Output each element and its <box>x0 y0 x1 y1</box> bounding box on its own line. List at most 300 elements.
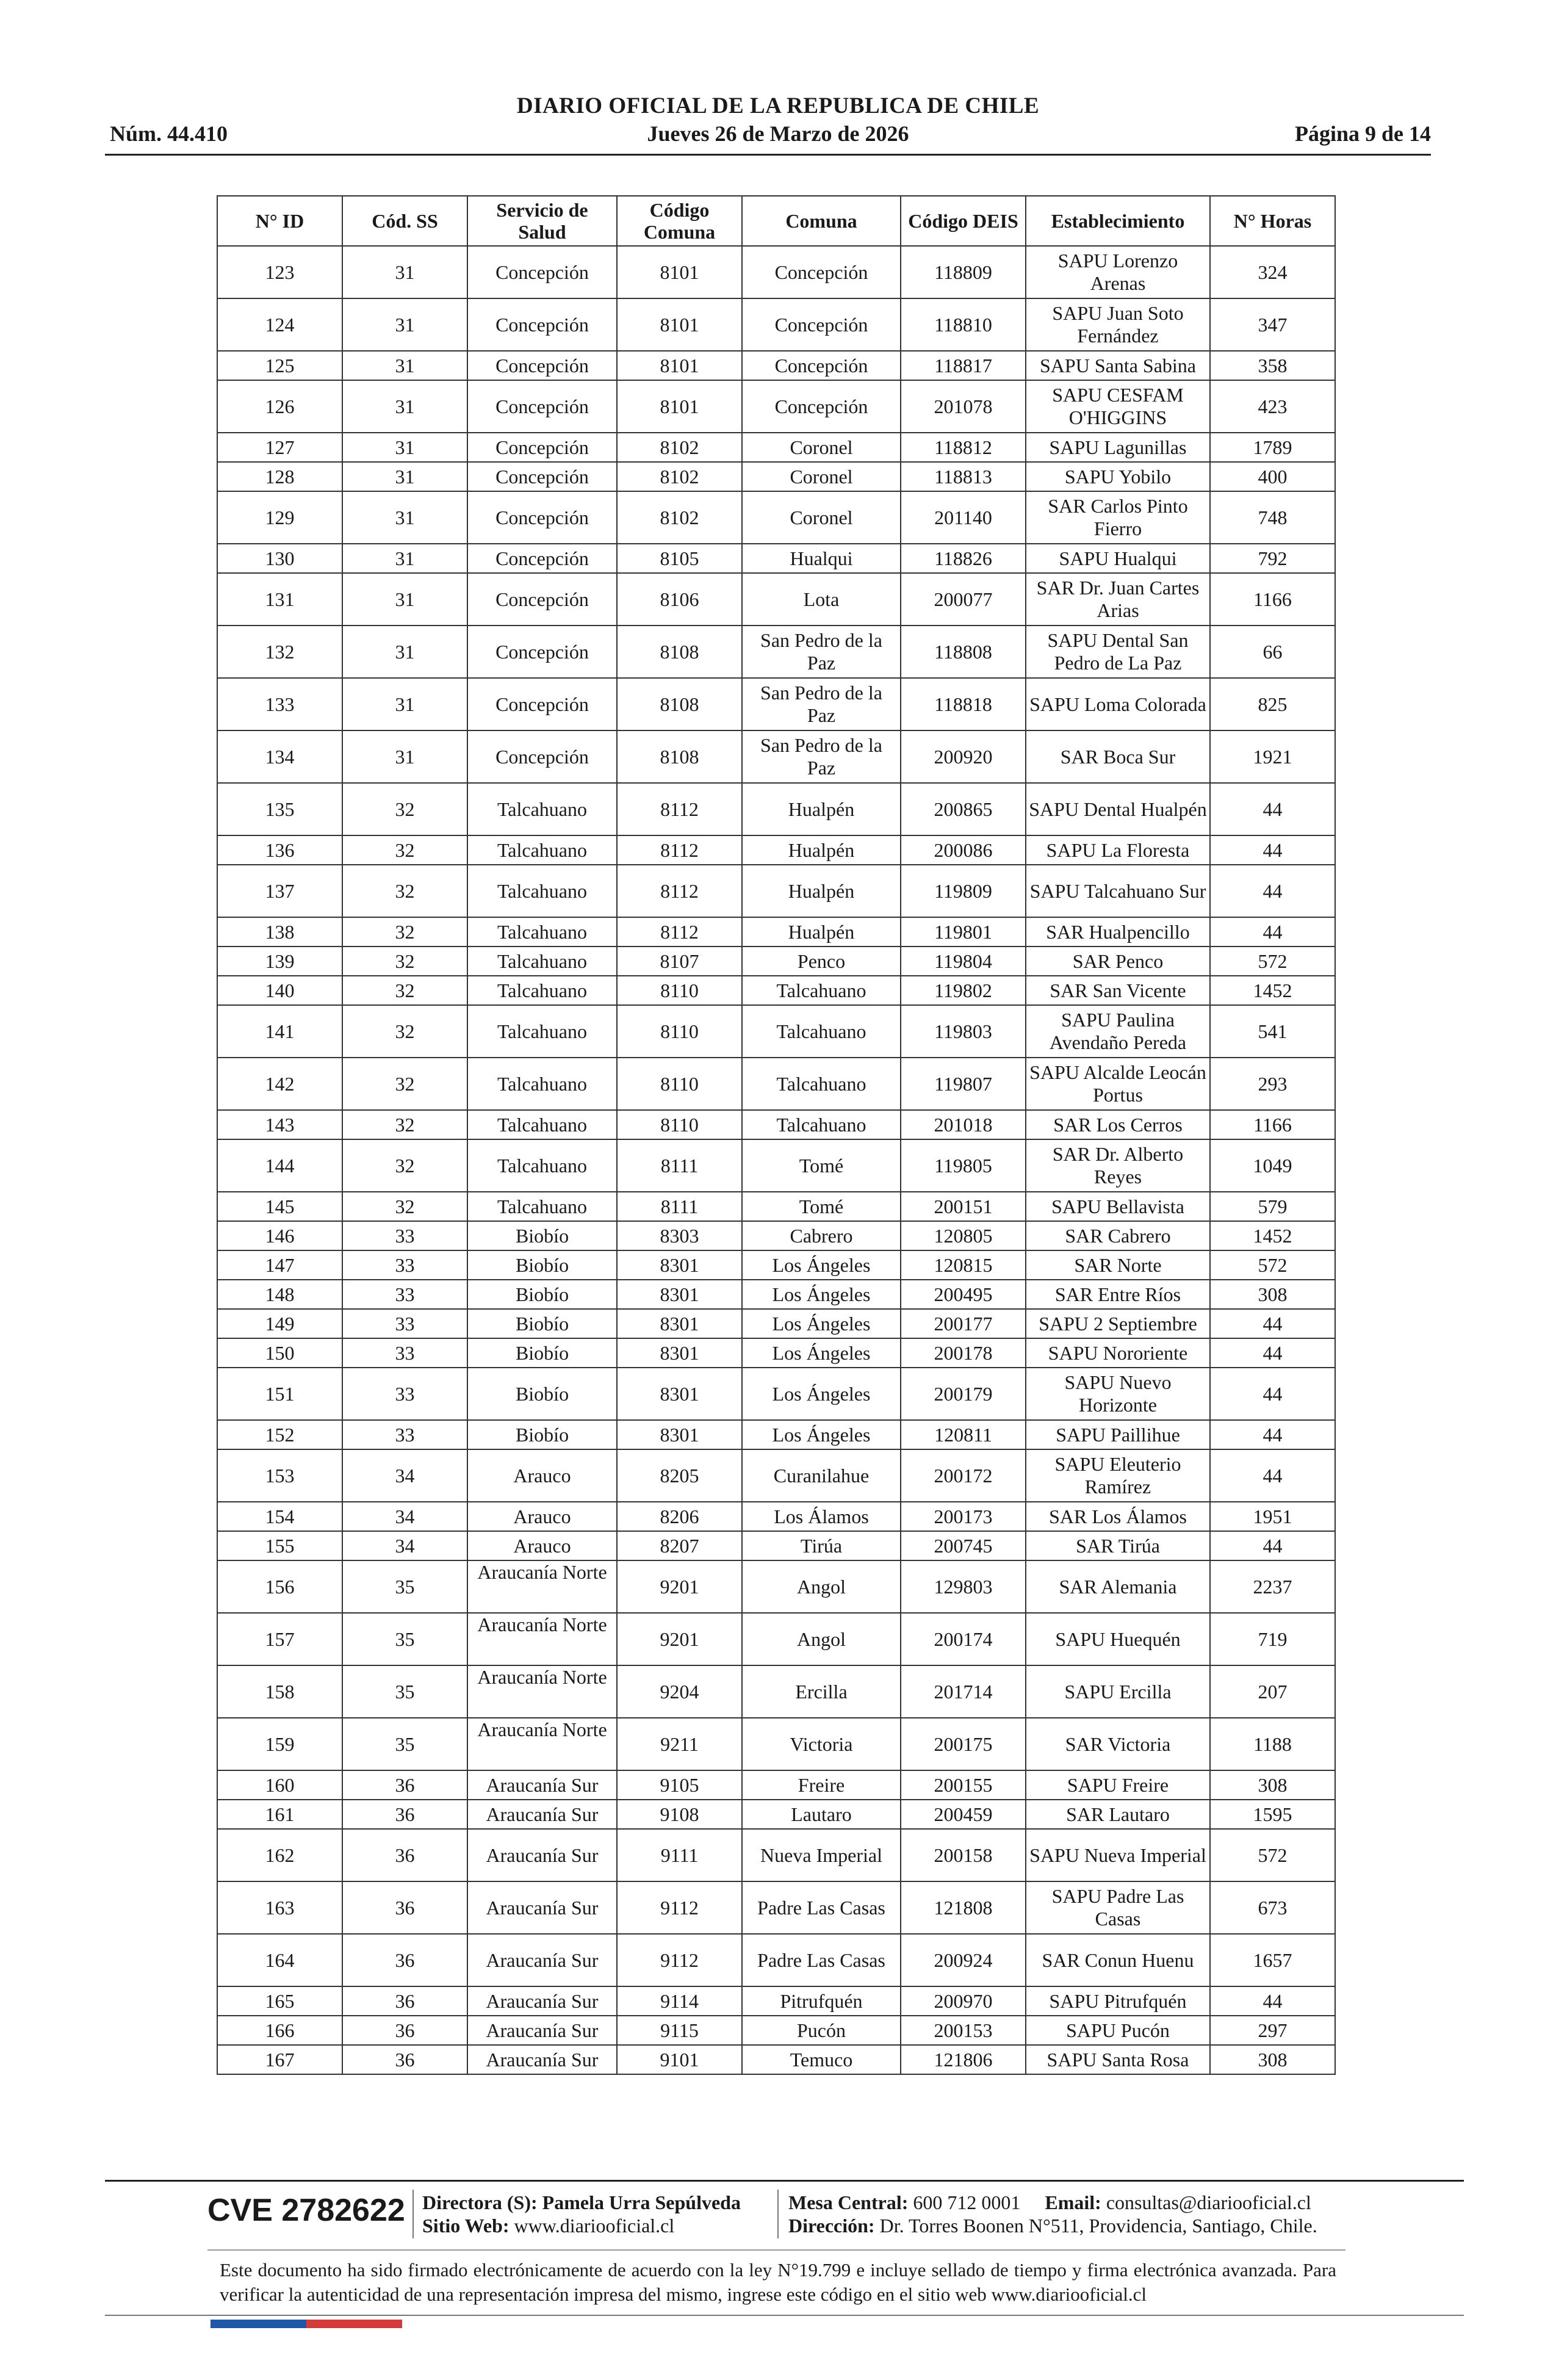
footer-bottom-divider <box>105 2315 1464 2316</box>
cell-comuna: Tomé <box>742 1139 901 1192</box>
cell-horas: 1921 <box>1210 730 1335 783</box>
cell-cod-ss: 32 <box>342 976 467 1005</box>
cell-servicio-salud: Biobío <box>467 1368 617 1420</box>
cell-servicio-salud: Concepción <box>467 246 617 298</box>
cell-establecimiento: SAPU Paulina Avendaño Pereda <box>1026 1005 1210 1058</box>
footer-separator <box>777 2190 779 2238</box>
cell-id: 156 <box>217 1560 342 1613</box>
cell-horas: 44 <box>1210 835 1335 865</box>
cell-establecimiento: SAR Victoria <box>1026 1718 1210 1770</box>
cell-establecimiento: SAPU Pitrufquén <box>1026 1986 1210 2016</box>
cell-cod-ss: 33 <box>342 1250 467 1280</box>
cell-codigo-deis: 121808 <box>901 1881 1026 1934</box>
cell-servicio-salud: Arauco <box>467 1531 617 1560</box>
table-row <box>217 1449 1335 1502</box>
cell-horas: 579 <box>1210 1192 1335 1221</box>
cell-id: 137 <box>217 865 342 917</box>
cell-cod-ss: 31 <box>342 380 467 433</box>
cell-codigo-deis: 200172 <box>901 1449 1026 1502</box>
cell-cod-ss: 35 <box>342 1665 467 1718</box>
cell-codigo-comuna: 9108 <box>617 1800 742 1829</box>
cell-codigo-comuna: 8101 <box>617 380 742 433</box>
cell-cod-ss: 32 <box>342 1005 467 1058</box>
cell-codigo-comuna: 8110 <box>617 1058 742 1110</box>
cell-establecimiento: SAR Lautaro <box>1026 1800 1210 1829</box>
cell-codigo-comuna: 8106 <box>617 573 742 626</box>
cell-cod-ss: 36 <box>342 2016 467 2045</box>
cell-comuna: Talcahuano <box>742 1005 901 1058</box>
cell-horas: 572 <box>1210 947 1335 976</box>
cell-comuna: Talcahuano <box>742 1110 901 1139</box>
table-row <box>217 678 1335 730</box>
cell-codigo-deis: 201140 <box>901 491 1026 544</box>
table-row <box>217 1770 1335 1800</box>
table-row <box>217 783 1335 835</box>
cell-id: 154 <box>217 1502 342 1531</box>
table-row <box>217 573 1335 626</box>
cell-servicio-salud: Talcahuano <box>467 1139 617 1192</box>
cell-codigo-comuna: 9112 <box>617 1934 742 1986</box>
cell-establecimiento: SAR Conun Huenu <box>1026 1934 1210 1986</box>
cell-codigo-comuna: 8110 <box>617 1110 742 1139</box>
cell-comuna: Tomé <box>742 1192 901 1221</box>
column-header-horas: N° Horas <box>1210 196 1335 246</box>
cell-id: 163 <box>217 1881 342 1934</box>
cell-comuna: Coronel <box>742 433 901 462</box>
cell-codigo-deis: 119801 <box>901 917 1026 947</box>
cell-id: 129 <box>217 491 342 544</box>
cell-servicio-salud: Araucanía Norte <box>467 1665 617 1718</box>
cell-horas: 1595 <box>1210 1800 1335 1829</box>
table-row <box>217 730 1335 783</box>
cell-id: 151 <box>217 1368 342 1420</box>
cell-establecimiento: SAPU Nuevo Horizonte <box>1026 1368 1210 1420</box>
cell-cod-ss: 35 <box>342 1613 467 1665</box>
table-row <box>217 246 1335 298</box>
cell-establecimiento: SAR San Vicente <box>1026 976 1210 1005</box>
footer-separator <box>412 2190 414 2238</box>
cell-servicio-salud: Biobío <box>467 1420 617 1449</box>
cell-comuna: Lota <box>742 573 901 626</box>
cell-horas: 308 <box>1210 1280 1335 1309</box>
cell-codigo-comuna: 8112 <box>617 835 742 865</box>
cell-horas: 748 <box>1210 491 1335 544</box>
cell-codigo-deis: 200077 <box>901 573 1026 626</box>
web-link[interactable]: www.diariooficial.cl <box>514 2215 675 2237</box>
cell-id: 157 <box>217 1613 342 1665</box>
cell-comuna: Ercilla <box>742 1665 901 1718</box>
cell-comuna: Los Álamos <box>742 1502 901 1531</box>
cell-cod-ss: 34 <box>342 1449 467 1502</box>
cell-servicio-salud: Talcahuano <box>467 835 617 865</box>
cell-horas: 572 <box>1210 1829 1335 1881</box>
cell-establecimiento: SAPU Padre Las Casas <box>1026 1881 1210 1934</box>
address-text: Dr. Torres Boonen N°511, Providencia, Santiago, Chile. <box>879 2215 1317 2237</box>
cell-codigo-deis: 118826 <box>901 544 1026 573</box>
cell-horas: 572 <box>1210 1250 1335 1280</box>
cell-id: 133 <box>217 678 342 730</box>
cell-servicio-salud: Biobío <box>467 1309 617 1338</box>
cell-codigo-deis: 129803 <box>901 1560 1026 1613</box>
cell-codigo-comuna: 8102 <box>617 433 742 462</box>
cell-cod-ss: 34 <box>342 1531 467 1560</box>
cell-cod-ss: 36 <box>342 1986 467 2016</box>
cell-codigo-comuna: 8108 <box>617 626 742 678</box>
cell-horas: 324 <box>1210 246 1335 298</box>
cell-horas: 1049 <box>1210 1139 1335 1192</box>
cell-codigo-comuna: 9111 <box>617 1829 742 1881</box>
cell-comuna: Victoria <box>742 1718 901 1770</box>
cell-establecimiento: SAPU Hualqui <box>1026 544 1210 573</box>
cell-id: 131 <box>217 573 342 626</box>
cell-id: 161 <box>217 1800 342 1829</box>
footer-contact-left <box>422 2191 741 2237</box>
cell-horas: 44 <box>1210 1309 1335 1338</box>
cell-codigo-comuna: 8112 <box>617 865 742 917</box>
table-row <box>217 1531 1335 1560</box>
cell-codigo-deis: 200920 <box>901 730 1026 783</box>
cell-id: 155 <box>217 1531 342 1560</box>
cell-servicio-salud: Concepción <box>467 433 617 462</box>
cell-horas: 44 <box>1210 865 1335 917</box>
cell-comuna: Concepción <box>742 380 901 433</box>
cell-cod-ss: 35 <box>342 1560 467 1613</box>
cell-cod-ss: 31 <box>342 678 467 730</box>
cell-codigo-comuna: 9112 <box>617 1881 742 1934</box>
cell-codigo-deis: 120805 <box>901 1221 1026 1250</box>
cell-establecimiento: SAPU Pucón <box>1026 2016 1210 2045</box>
cell-establecimiento: SAPU Ercilla <box>1026 1665 1210 1718</box>
cell-comuna: Pitrufquén <box>742 1986 901 2016</box>
cell-servicio-salud: Concepción <box>467 730 617 783</box>
cell-horas: 673 <box>1210 1881 1335 1934</box>
cell-establecimiento: SAPU Dental San Pedro de La Paz <box>1026 626 1210 678</box>
cell-cod-ss: 31 <box>342 351 467 380</box>
cell-codigo-deis: 200174 <box>901 1613 1026 1665</box>
cell-establecimiento: SAR Dr. Juan Cartes Arias <box>1026 573 1210 626</box>
cell-id: 164 <box>217 1934 342 1986</box>
cell-servicio-salud: Araucanía Sur <box>467 1829 617 1881</box>
cell-establecimiento: SAR Norte <box>1026 1250 1210 1280</box>
cell-comuna: Concepción <box>742 246 901 298</box>
cell-horas: 1789 <box>1210 433 1335 462</box>
cell-comuna: Hualpén <box>742 783 901 835</box>
cell-cod-ss: 31 <box>342 433 467 462</box>
cell-cod-ss: 36 <box>342 1829 467 1881</box>
cell-codigo-deis: 200155 <box>901 1770 1026 1800</box>
cell-establecimiento: SAR Tirúa <box>1026 1531 1210 1560</box>
cell-cod-ss: 33 <box>342 1309 467 1338</box>
cell-horas: 1951 <box>1210 1502 1335 1531</box>
cell-establecimiento: SAR Entre Ríos <box>1026 1280 1210 1309</box>
cell-servicio-salud: Talcahuano <box>467 865 617 917</box>
cell-codigo-deis: 200175 <box>901 1718 1026 1770</box>
cell-horas: 66 <box>1210 626 1335 678</box>
cell-codigo-comuna: 9101 <box>617 2045 742 2074</box>
cell-cod-ss: 36 <box>342 1770 467 1800</box>
cell-establecimiento: SAPU Nueva Imperial <box>1026 1829 1210 1881</box>
cell-horas: 541 <box>1210 1005 1335 1058</box>
cell-servicio-salud: Araucanía Sur <box>467 1881 617 1934</box>
cell-id: 148 <box>217 1280 342 1309</box>
cell-codigo-deis: 120811 <box>901 1420 1026 1449</box>
cell-codigo-comuna: 8303 <box>617 1221 742 1250</box>
cell-servicio-salud: Araucanía Sur <box>467 1770 617 1800</box>
cell-id: 158 <box>217 1665 342 1718</box>
cell-codigo-comuna: 8108 <box>617 678 742 730</box>
cell-establecimiento: SAPU Loma Colorada <box>1026 678 1210 730</box>
cell-id: 123 <box>217 246 342 298</box>
table-row <box>217 1338 1335 1368</box>
cell-comuna: Nueva Imperial <box>742 1829 901 1881</box>
cell-establecimiento: SAPU Nororiente <box>1026 1338 1210 1368</box>
cell-id: 126 <box>217 380 342 433</box>
cell-horas: 44 <box>1210 1449 1335 1502</box>
cell-codigo-deis: 200179 <box>901 1368 1026 1420</box>
table-row <box>217 1192 1335 1221</box>
cell-codigo-comuna: 8101 <box>617 351 742 380</box>
cell-id: 153 <box>217 1449 342 1502</box>
table-row <box>217 2016 1335 2045</box>
cell-establecimiento: SAPU Talcahuano Sur <box>1026 865 1210 917</box>
cell-horas: 347 <box>1210 298 1335 351</box>
cell-cod-ss: 31 <box>342 626 467 678</box>
cell-servicio-salud: Concepción <box>467 462 617 491</box>
cve-code: CVE 2782622 <box>207 2193 405 2228</box>
cell-horas: 297 <box>1210 2016 1335 2045</box>
table-row <box>217 1613 1335 1665</box>
cell-codigo-deis: 200177 <box>901 1309 1026 1338</box>
cell-cod-ss: 31 <box>342 462 467 491</box>
cell-horas: 423 <box>1210 380 1335 433</box>
table-row <box>217 1250 1335 1280</box>
cell-id: 143 <box>217 1110 342 1139</box>
cell-cod-ss: 31 <box>342 491 467 544</box>
table-row <box>217 917 1335 947</box>
cell-comuna: Tirúa <box>742 1531 901 1560</box>
cell-codigo-comuna: 8102 <box>617 491 742 544</box>
cell-id: 162 <box>217 1829 342 1881</box>
cell-servicio-salud: Biobío <box>467 1280 617 1309</box>
cell-establecimiento: SAPU Freire <box>1026 1770 1210 1800</box>
cell-codigo-comuna: 8111 <box>617 1192 742 1221</box>
cell-comuna: Talcahuano <box>742 1058 901 1110</box>
cell-cod-ss: 33 <box>342 1221 467 1250</box>
cell-cod-ss: 33 <box>342 1338 467 1368</box>
cell-comuna: San Pedro de la Paz <box>742 626 901 678</box>
cell-codigo-comuna: 8301 <box>617 1368 742 1420</box>
cell-comuna: Curanilahue <box>742 1449 901 1502</box>
cell-servicio-salud: Araucanía Sur <box>467 2016 617 2045</box>
cell-establecimiento: SAPU La Floresta <box>1026 835 1210 865</box>
cell-id: 135 <box>217 783 342 835</box>
cell-codigo-deis: 200086 <box>901 835 1026 865</box>
cell-codigo-comuna: 8110 <box>617 976 742 1005</box>
table-row <box>217 433 1335 462</box>
cell-codigo-comuna: 8111 <box>617 1139 742 1192</box>
cell-horas: 1188 <box>1210 1718 1335 1770</box>
cell-comuna: Padre Las Casas <box>742 1881 901 1934</box>
cell-codigo-comuna: 9201 <box>617 1560 742 1613</box>
table-row <box>217 1420 1335 1449</box>
cell-comuna: Padre Las Casas <box>742 1934 901 1986</box>
cell-codigo-deis: 119807 <box>901 1058 1026 1110</box>
cell-establecimiento: SAR Alemania <box>1026 1560 1210 1613</box>
cell-establecimiento: SAR Carlos Pinto Fierro <box>1026 491 1210 544</box>
web-label: Sitio Web: <box>422 2215 510 2237</box>
cell-horas: 1452 <box>1210 1221 1335 1250</box>
cell-cod-ss: 32 <box>342 917 467 947</box>
cell-servicio-salud: Araucanía Norte <box>467 1560 617 1613</box>
cell-id: 132 <box>217 626 342 678</box>
cell-establecimiento: SAPU Santa Rosa <box>1026 2045 1210 2074</box>
phone-label: Mesa Central: <box>788 2191 909 2213</box>
cell-codigo-comuna: 8301 <box>617 1250 742 1280</box>
cell-servicio-salud: Concepción <box>467 491 617 544</box>
cell-horas: 308 <box>1210 2045 1335 2074</box>
cell-servicio-salud: Talcahuano <box>467 947 617 976</box>
cell-horas: 1452 <box>1210 976 1335 1005</box>
cell-horas: 400 <box>1210 462 1335 491</box>
table-row <box>217 380 1335 433</box>
cell-servicio-salud: Concepción <box>467 298 617 351</box>
table-row <box>217 1829 1335 1881</box>
cell-cod-ss: 36 <box>342 1800 467 1829</box>
cell-establecimiento: SAPU Dental Hualpén <box>1026 783 1210 835</box>
cell-codigo-deis: 200459 <box>901 1800 1026 1829</box>
email-label: Email: <box>1045 2191 1101 2213</box>
cell-horas: 44 <box>1210 1531 1335 1560</box>
footer-contact-right <box>788 2191 1317 2237</box>
cell-id: 139 <box>217 947 342 976</box>
cell-codigo-deis: 119803 <box>901 1005 1026 1058</box>
cell-codigo-deis: 200924 <box>901 1934 1026 1986</box>
legal-notice: Este documento ha sido firmado electrónicamente de acuerdo con la ley N°19.799 e incluye sellado de tiempo y firma electrónica avanzada. Para verificar la autenticidad de una representación impresa del mismo, ingrese este código en el sitio web www.diariooficial.cl <box>220 2259 1336 2305</box>
cell-cod-ss: 32 <box>342 1192 467 1221</box>
cell-servicio-salud: Talcahuano <box>467 1058 617 1110</box>
cell-establecimiento: SAR Los Cerros <box>1026 1110 1210 1139</box>
cell-comuna: Lautaro <box>742 1800 901 1829</box>
table-header-row <box>217 196 1335 246</box>
cell-id: 150 <box>217 1338 342 1368</box>
cell-id: 128 <box>217 462 342 491</box>
cell-establecimiento: SAPU Huequén <box>1026 1613 1210 1665</box>
cell-codigo-comuna: 8112 <box>617 783 742 835</box>
column-header-id: N° ID <box>217 196 342 246</box>
table-body <box>217 246 1335 2074</box>
table-row <box>217 1005 1335 1058</box>
table-row <box>217 491 1335 544</box>
cell-codigo-comuna: 8301 <box>617 1280 742 1309</box>
cell-cod-ss: 36 <box>342 1934 467 1986</box>
cell-codigo-deis: 119809 <box>901 865 1026 917</box>
cell-comuna: Los Ángeles <box>742 1280 901 1309</box>
cell-servicio-salud: Talcahuano <box>467 917 617 947</box>
table-row <box>217 1502 1335 1531</box>
cell-id: 140 <box>217 976 342 1005</box>
cell-comuna: Concepción <box>742 298 901 351</box>
cell-id: 149 <box>217 1309 342 1338</box>
cell-id: 166 <box>217 2016 342 2045</box>
cell-comuna: Penco <box>742 947 901 976</box>
cell-codigo-comuna: 8108 <box>617 730 742 783</box>
cell-id: 125 <box>217 351 342 380</box>
cell-servicio-salud: Araucanía Norte <box>467 1718 617 1770</box>
cell-establecimiento: SAR Penco <box>1026 947 1210 976</box>
table-row <box>217 1280 1335 1309</box>
cell-comuna: Freire <box>742 1770 901 1800</box>
cell-cod-ss: 34 <box>342 1502 467 1531</box>
cell-codigo-comuna: 8107 <box>617 947 742 976</box>
cell-codigo-comuna: 8105 <box>617 544 742 573</box>
cell-id: 145 <box>217 1192 342 1221</box>
cell-cod-ss: 32 <box>342 1139 467 1192</box>
cell-horas: 719 <box>1210 1613 1335 1665</box>
cell-servicio-salud: Talcahuano <box>467 1005 617 1058</box>
cell-comuna: Pucón <box>742 2016 901 2045</box>
cell-cod-ss: 33 <box>342 1280 467 1309</box>
table-row <box>217 1560 1335 1613</box>
table-row <box>217 2045 1335 2074</box>
cell-comuna: Angol <box>742 1613 901 1665</box>
cell-cod-ss: 32 <box>342 1058 467 1110</box>
cell-servicio-salud: Biobío <box>467 1221 617 1250</box>
cell-codigo-comuna: 8207 <box>617 1531 742 1560</box>
cell-codigo-deis: 118818 <box>901 678 1026 730</box>
cell-cod-ss: 31 <box>342 298 467 351</box>
table-row <box>217 544 1335 573</box>
cell-id: 167 <box>217 2045 342 2074</box>
cell-id: 160 <box>217 1770 342 1800</box>
column-header-cod-ss: Cód. SS <box>342 196 467 246</box>
cell-codigo-comuna: 9211 <box>617 1718 742 1770</box>
table-row <box>217 1110 1335 1139</box>
cell-cod-ss: 33 <box>342 1420 467 1449</box>
cell-codigo-deis: 200178 <box>901 1338 1026 1368</box>
cell-horas: 1657 <box>1210 1934 1335 1986</box>
cell-cod-ss: 36 <box>342 1881 467 1934</box>
cell-servicio-salud: Biobío <box>467 1338 617 1368</box>
footer-divider <box>105 2180 1464 2182</box>
cell-codigo-comuna: 9114 <box>617 1986 742 2016</box>
cell-horas: 792 <box>1210 544 1335 573</box>
cell-comuna: San Pedro de la Paz <box>742 730 901 783</box>
cell-comuna: Coronel <box>742 462 901 491</box>
cell-servicio-salud: Concepción <box>467 351 617 380</box>
cell-codigo-deis: 200151 <box>901 1192 1026 1221</box>
cell-horas: 44 <box>1210 1986 1335 2016</box>
cell-cod-ss: 31 <box>342 730 467 783</box>
column-header-codigo-deis: Código DEIS <box>901 196 1026 246</box>
cell-cod-ss: 32 <box>342 947 467 976</box>
column-header-establecimiento: Establecimiento <box>1026 196 1210 246</box>
cell-comuna: Los Ángeles <box>742 1309 901 1338</box>
cell-horas: 44 <box>1210 1420 1335 1449</box>
cell-codigo-deis: 200745 <box>901 1531 1026 1560</box>
table-row <box>217 835 1335 865</box>
cell-id: 141 <box>217 1005 342 1058</box>
header-divider <box>105 154 1431 156</box>
table-row <box>217 462 1335 491</box>
cell-id: 138 <box>217 917 342 947</box>
cell-id: 147 <box>217 1250 342 1280</box>
cell-id: 142 <box>217 1058 342 1110</box>
cell-codigo-comuna: 8112 <box>617 917 742 947</box>
column-header-servicio-salud: Servicio de Salud <box>467 196 617 246</box>
email-link[interactable]: consultas@diariooficial.cl <box>1106 2191 1311 2213</box>
cell-comuna: Los Ángeles <box>742 1420 901 1449</box>
cell-cod-ss: 32 <box>342 783 467 835</box>
